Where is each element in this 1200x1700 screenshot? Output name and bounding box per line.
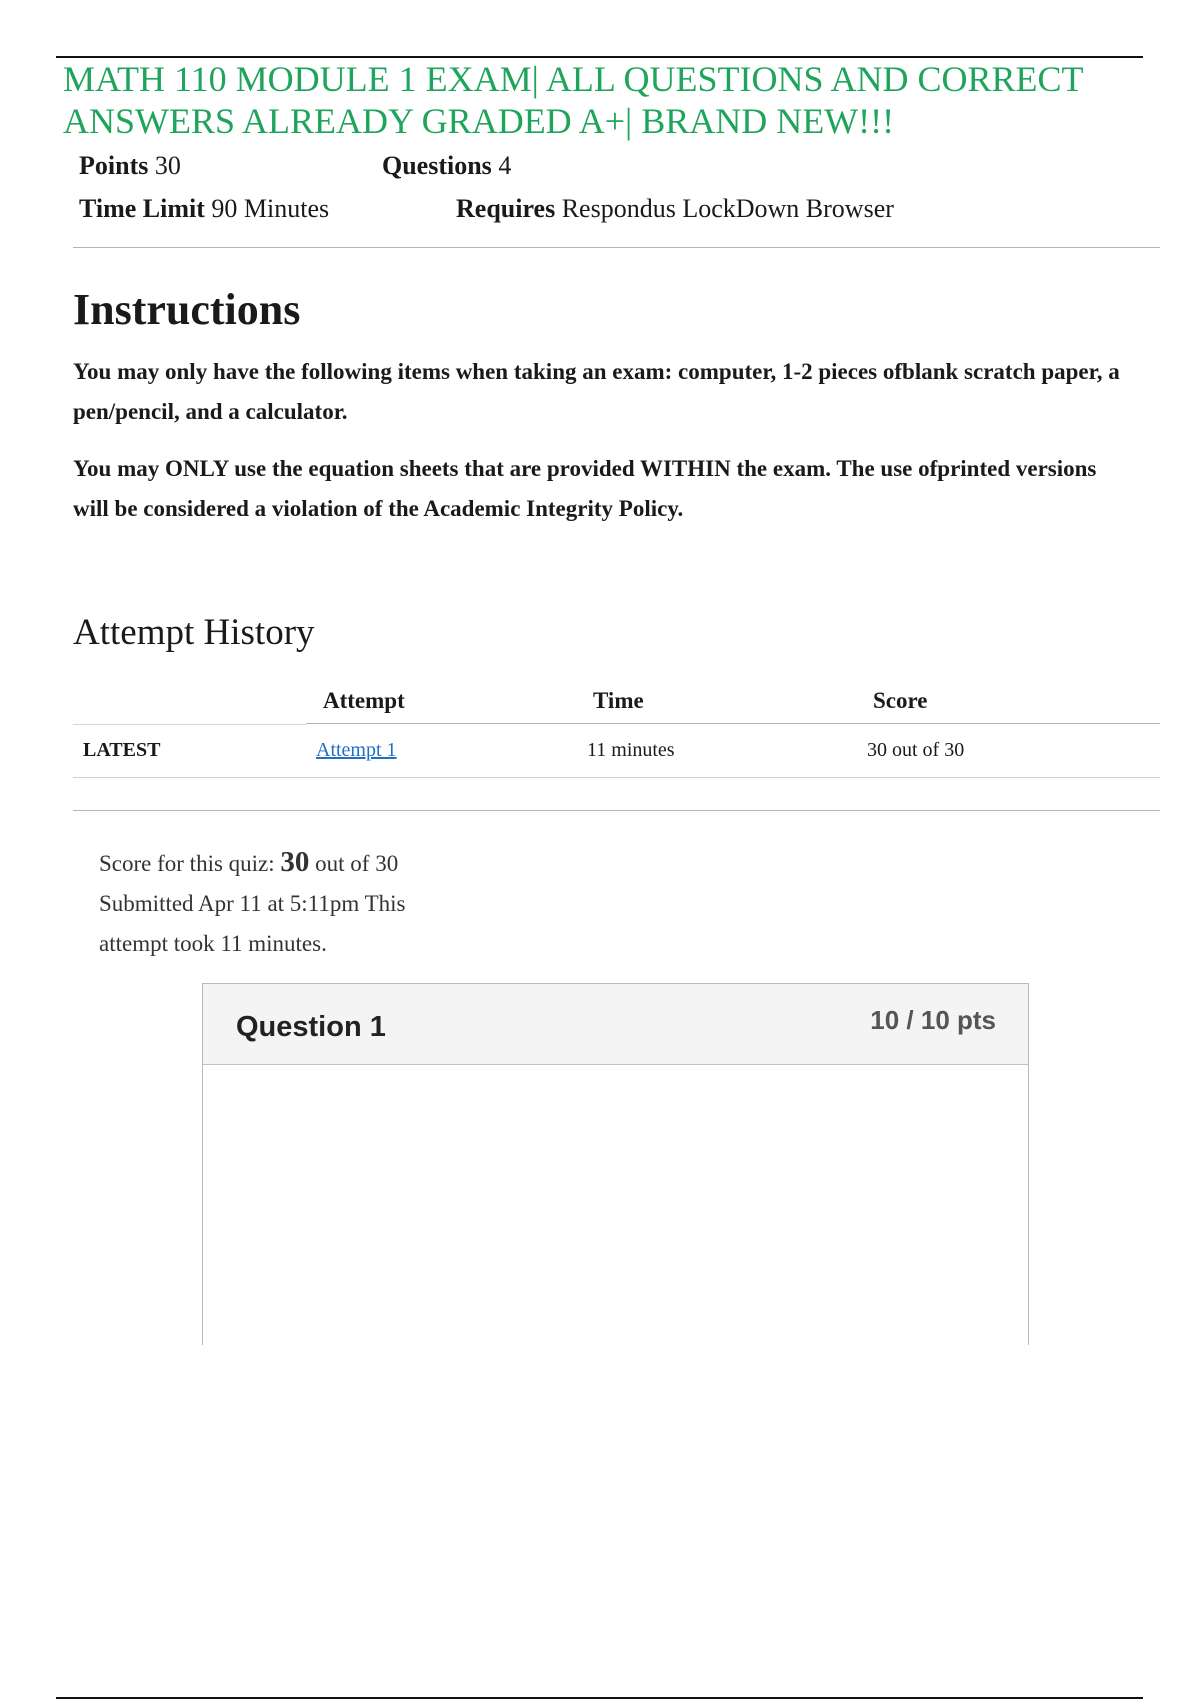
duration-text: attempt took 11 minutes. [99,931,327,956]
attempt-1-link[interactable]: Attempt 1 [316,739,397,761]
time-limit-label: Time Limit [79,194,205,223]
points-meta [79,150,181,182]
questions-label: Questions [382,151,492,180]
column-header-attempt: Attempt [323,688,405,713]
meta-divider [73,247,1160,248]
question-title: Question 1 [236,1011,386,1043]
column-header-score: Score [873,688,928,713]
time-limit-meta [79,193,329,225]
attempt-history-heading: Attempt History [73,612,315,653]
row-divider [73,724,306,725]
attempt-score: 30 out of 30 [867,739,965,761]
score-summary [99,842,459,964]
attempt-divider [73,810,1160,811]
questions-value: 4 [498,151,512,180]
quiz-score: 30 [280,846,310,878]
points-label: Points [79,151,149,180]
row-divider [73,777,1160,778]
time-limit-value: 90 Minutes [211,194,330,223]
instructions-heading: Instructions [73,285,301,334]
header-divider [306,723,1160,724]
score-suffix: out of 30 [315,851,399,876]
bottom-divider [56,1697,1143,1699]
instructions-paragraph: You may ONLY use the equation sheets that are provided WITHIN the exam. The use ofprinted versions will be considered a violation of the Academic Integrity Policy. [73,456,1097,521]
column-header-time: Time [593,688,644,713]
question-card [202,983,1029,1345]
question-points: 10 / 10 pts [870,1005,996,1035]
points-value: 30 [154,151,181,180]
latest-badge: LATEST [83,739,161,761]
instructions-paragraph: You may only have the following items when taking an exam: computer, 1-2 pieces ofblank scratch paper, a pen/pencil, and a calculator. [73,359,1120,424]
document-title: MATH 110 MODULE 1 EXAM| ALL QUESTIONS AND CORRECT ANSWERS ALREADY GRADED A+| BRAND NEW!!! [63,59,1083,141]
question-header [203,984,1028,1065]
requires-value: Respondus LockDown Browser [561,194,894,223]
requires-meta [456,193,894,225]
submitted-text: Submitted Apr 11 at 5:11pm This [99,891,406,916]
questions-meta [382,150,511,182]
score-prefix: Score for this quiz: [99,851,275,876]
requires-label: Requires [456,194,556,223]
attempt-time: 11 minutes [587,739,675,761]
